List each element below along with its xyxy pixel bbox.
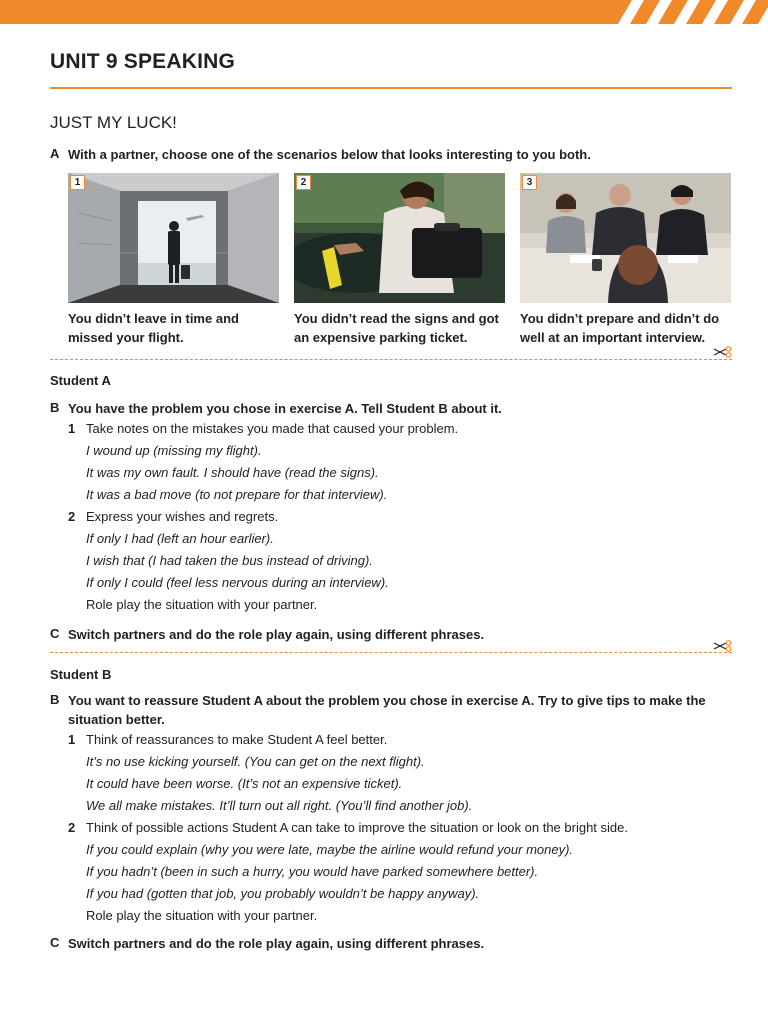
caption-line: missed your flight. bbox=[68, 330, 184, 345]
example-phrase: It was my own fault. I should have (read the signs). bbox=[86, 465, 379, 480]
scenario-card-1 bbox=[68, 173, 279, 347]
step-number: 2 bbox=[68, 509, 76, 524]
student-b-heading: Student B bbox=[50, 667, 112, 682]
scenario-number: 1 bbox=[70, 175, 85, 190]
step-text: Think of possible actions Student A can take to improve the situation or look on the bright side. bbox=[86, 820, 628, 835]
role-play-text: Role play the situation with your partner. bbox=[86, 597, 318, 612]
caption-line: You didn’t read the signs and got bbox=[294, 311, 499, 326]
exercise-c-instruction: Switch partners and do the role play again, using different phrases. bbox=[68, 627, 485, 642]
example-phrase: It was a bad move (to not prepare for that interview). bbox=[86, 487, 388, 502]
cut-line bbox=[50, 359, 732, 360]
step-number: 2 bbox=[68, 820, 76, 835]
example-phrase: I wound up (missing my flight). bbox=[86, 443, 262, 458]
exercise-c-letter: C bbox=[50, 935, 60, 950]
example-phrase: It could have been worse. (It’s not an expensive ticket). bbox=[86, 776, 403, 791]
exercise-a-letter: A bbox=[50, 146, 60, 161]
header-band bbox=[0, 0, 768, 24]
caption-line: an expensive parking ticket. bbox=[294, 330, 468, 345]
caption-line: You didn’t leave in time and bbox=[68, 311, 239, 326]
example-phrase: It’s no use kicking yourself. (You can get on the next flight). bbox=[86, 754, 425, 769]
scenario-photo-airport bbox=[68, 173, 279, 303]
section-title: JUST MY LUCK! bbox=[50, 113, 177, 132]
title-divider bbox=[50, 87, 732, 89]
exercise-b-instruction bbox=[68, 691, 706, 729]
example-phrase: I wish that (I had taken the bus instead of driving). bbox=[86, 553, 373, 568]
scenario-number: 3 bbox=[522, 175, 537, 190]
example-phrase: If you had (gotten that job, you probably wouldn’t be happy anyway). bbox=[86, 886, 480, 901]
example-phrase: We all make mistakes. It’ll turn out all right. (You’ll find another job). bbox=[86, 798, 473, 813]
stripe-pattern bbox=[608, 0, 768, 24]
step-number: 1 bbox=[68, 732, 76, 747]
step-text: Take notes on the mistakes you made that caused your problem. bbox=[86, 421, 459, 436]
exercise-b-instruction: You have the problem you chose in exercise A. Tell Student B about it. bbox=[68, 401, 502, 416]
example-phrase: If you hadn’t (been in such a hurry, you would have parked somewhere better). bbox=[86, 864, 539, 879]
scenario-photo-parking-ticket bbox=[294, 173, 505, 303]
instruction-line: situation better. bbox=[68, 712, 165, 727]
caption-line: You didn’t prepare and didn’t do bbox=[520, 311, 720, 326]
unit-title: UNIT 9 SPEAKING bbox=[50, 50, 236, 73]
example-phrase: If you could explain (why you were late, maybe the airline would refund your money). bbox=[86, 842, 574, 857]
scenario-card-2 bbox=[294, 173, 505, 347]
example-phrase: If only I could (feel less nervous during an interview). bbox=[86, 575, 389, 590]
scenario-caption bbox=[68, 309, 279, 347]
scenario-caption bbox=[294, 309, 505, 347]
cut-line bbox=[50, 652, 732, 653]
scissors-icon bbox=[714, 640, 732, 652]
caption-line: well at an important interview. bbox=[520, 330, 706, 345]
scissors-icon bbox=[714, 346, 732, 358]
example-phrase: If only I had (left an hour earlier). bbox=[86, 531, 274, 546]
role-play-text: Role play the situation with your partner. bbox=[86, 908, 318, 923]
step-number: 1 bbox=[68, 421, 76, 436]
exercise-b-letter: B bbox=[50, 692, 60, 707]
step-text: Think of reassurances to make Student A feel better. bbox=[86, 732, 388, 747]
step-text: Express your wishes and regrets. bbox=[86, 509, 279, 524]
scenario-number: 2 bbox=[296, 175, 311, 190]
exercise-c-letter: C bbox=[50, 626, 60, 641]
student-a-heading: Student A bbox=[50, 373, 111, 388]
scenario-caption bbox=[520, 309, 731, 347]
exercise-a-instruction: With a partner, choose one of the scenarios below that looks interesting to you both. bbox=[68, 147, 591, 162]
scenario-photo-interview bbox=[520, 173, 731, 303]
exercise-b-letter: B bbox=[50, 400, 60, 415]
exercise-c-instruction: Switch partners and do the role play again, using different phrases. bbox=[68, 936, 485, 951]
scenario-card-3 bbox=[520, 173, 731, 347]
instruction-line: You want to reassure Student A about the problem you chose in exercise A. Try to give tips to make the bbox=[68, 693, 706, 708]
